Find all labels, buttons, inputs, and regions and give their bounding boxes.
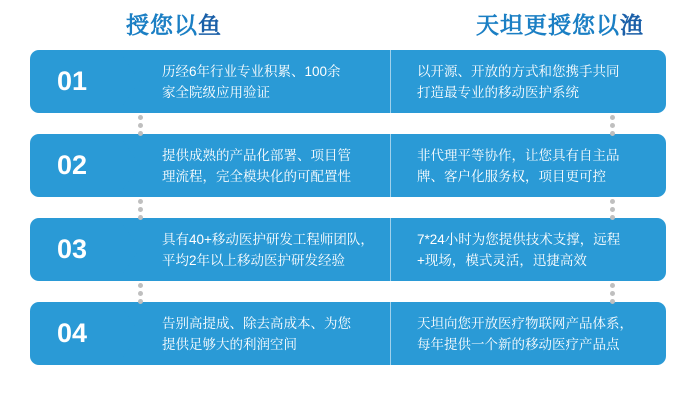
heading-right bbox=[378, 8, 696, 48]
heading-left-accent: 鱼 bbox=[198, 12, 222, 38]
row-01-left-line1: 历经6年行业专业积累、100余 bbox=[162, 63, 341, 79]
row-01-right-line2: 打造最专业的移动医护系统 bbox=[417, 84, 579, 100]
row-02-panel bbox=[114, 134, 666, 197]
row-01-right-text bbox=[390, 50, 666, 113]
row-01-number: 01 bbox=[30, 50, 122, 113]
row-04-right-line1: 天坦向您开放医疗物联网产品体系， bbox=[417, 315, 633, 331]
rows-container bbox=[30, 50, 666, 386]
row-04 bbox=[30, 302, 666, 365]
row-04-left-line1: 告别高提成、除去高成本、为您 bbox=[162, 315, 351, 331]
row-02-left-line2: 理流程，完全模块化的可配置性 bbox=[162, 168, 351, 184]
heading-right-prefix: 天坦更授您以 bbox=[476, 12, 620, 38]
row-02-left-line1: 提供成熟的产品化部署、项目管 bbox=[162, 147, 351, 163]
row-04-left-text bbox=[114, 302, 390, 365]
row-04-right-line2: 每年提供一个新的移动医疗产品点 bbox=[417, 336, 620, 352]
row-01-left-line2: 家全院级应用验证 bbox=[162, 84, 270, 100]
row-02-number: 02 bbox=[30, 134, 122, 197]
row-03-right-line1: 7*24小时为您提供技术支撑，远程 bbox=[417, 231, 621, 247]
row-02 bbox=[30, 134, 666, 197]
row-03-left-line1: 具有40+移动医护研发工程师团队， bbox=[162, 231, 374, 247]
row-02-right-line1: 非代理平等协作，让您具有自主品 bbox=[417, 147, 620, 163]
row-03-right-text bbox=[390, 218, 666, 281]
connector-right-03 bbox=[608, 280, 617, 301]
heading-left-prefix: 授您以 bbox=[126, 12, 198, 38]
row-01 bbox=[30, 50, 666, 113]
row-04-left-line2: 提供足够大的利润空间 bbox=[162, 336, 297, 352]
row-01-panel bbox=[114, 50, 666, 113]
row-01-left-text bbox=[114, 50, 390, 113]
heading-left bbox=[0, 8, 378, 48]
row-02-right-line2: 牌、客户化服务权，项目更可控 bbox=[417, 168, 606, 184]
row-03-number: 03 bbox=[30, 218, 122, 281]
row-03-right-line2: +现场，模式灵活，迅捷高效 bbox=[417, 252, 587, 268]
row-03-left-line2: 平均2年以上移动医护研发经验 bbox=[162, 252, 346, 268]
headings-row bbox=[0, 8, 696, 48]
connector-left-03 bbox=[136, 280, 145, 301]
heading-right-accent: 渔 bbox=[620, 12, 644, 38]
connector-right-01 bbox=[608, 112, 617, 133]
row-03-panel bbox=[114, 218, 666, 281]
row-04-number: 04 bbox=[30, 302, 122, 365]
connector-left-01 bbox=[136, 112, 145, 133]
row-01-right-line1: 以开源、开放的方式和您携手共同 bbox=[417, 63, 620, 79]
row-03-left-text bbox=[114, 218, 390, 281]
row-02-left-text bbox=[114, 134, 390, 197]
row-03 bbox=[30, 218, 666, 281]
connector-right-02 bbox=[608, 196, 617, 217]
row-04-panel bbox=[114, 302, 666, 365]
row-04-right-text bbox=[390, 302, 666, 365]
connector-left-02 bbox=[136, 196, 145, 217]
row-02-right-text bbox=[390, 134, 666, 197]
